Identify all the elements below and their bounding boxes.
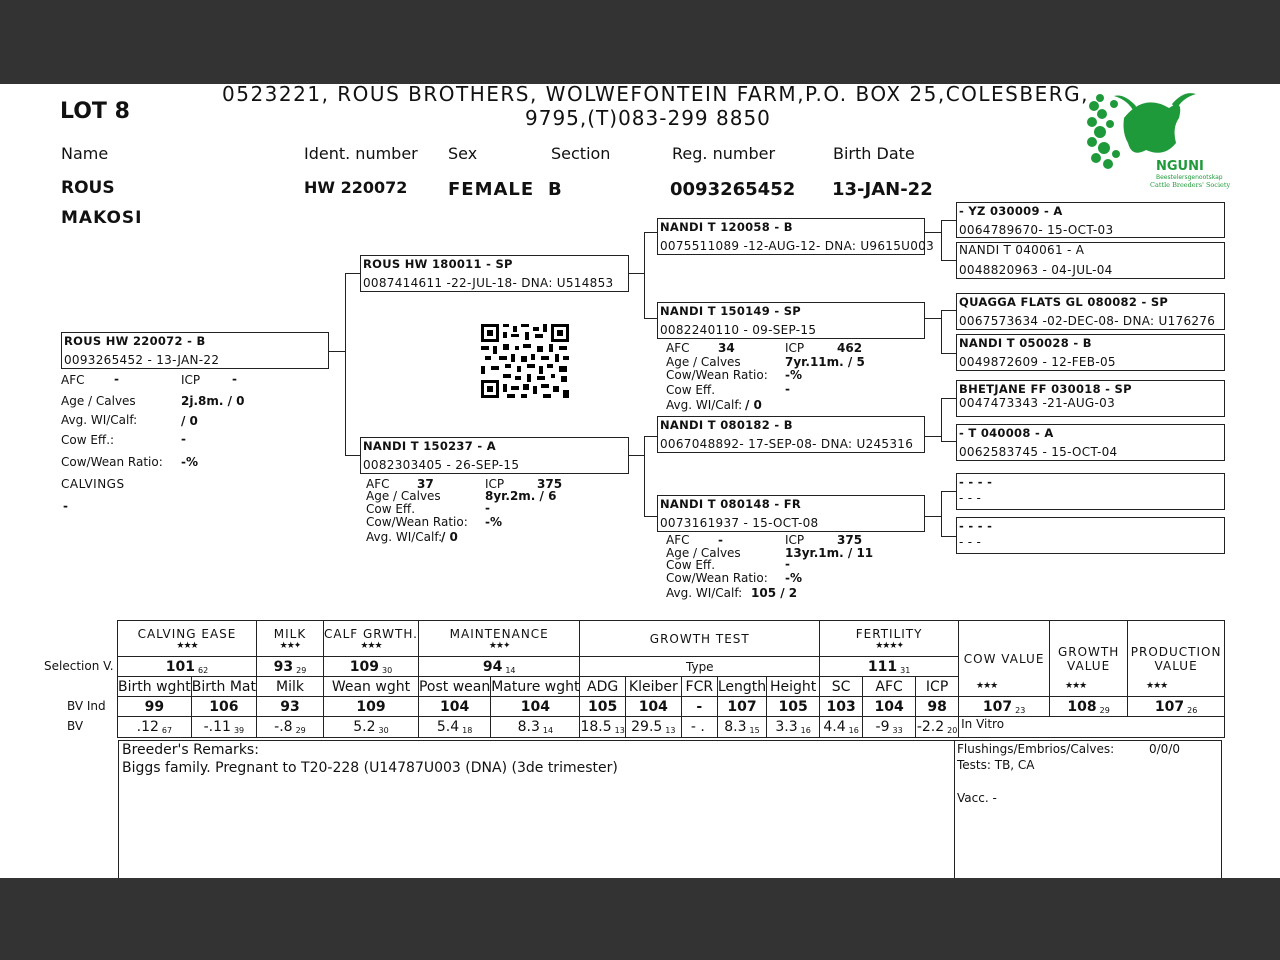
gg-box (956, 517, 1225, 554)
gg-box (956, 473, 1225, 510)
dam-cw-label: Cow/Wean Ratio: (366, 515, 468, 529)
line (345, 273, 346, 455)
bvind-row (118, 697, 1225, 717)
production-value: 107 $_{26}$ (1128, 697, 1225, 717)
sel-calving: 101 $_{62}$ (118, 657, 257, 677)
gg-box (956, 424, 1225, 461)
sd-afc: 34 (718, 341, 735, 355)
sire-detail: 0087414611 -22-JUL-18- DNA: U514853 (363, 276, 614, 290)
line (941, 398, 942, 441)
line (941, 220, 942, 260)
sd-cw: -% (785, 368, 803, 382)
header-ident: Ident. number (304, 144, 418, 163)
header-section: Section (551, 144, 611, 163)
dd-afc: - (718, 533, 723, 547)
sel-calf: 109 $_{30}$ (323, 657, 418, 677)
sd-cw-label: Cow/Wean Ratio: (666, 368, 768, 382)
growth-value-header: GROWTH VALUE (1050, 621, 1128, 697)
gg-detail: 0049872609 - 12-FEB-05 (959, 355, 1116, 369)
dd-cow: - (785, 557, 790, 571)
bvind-cell: 104 (418, 697, 490, 717)
gg-title: - T 040008 - A (959, 426, 1054, 440)
group-calf-growth: CALF GRWTH. ★★★ (323, 621, 418, 657)
dam-sire-title: NANDI T 080182 - B (660, 418, 793, 432)
bv-cell: 8.3 $_{14}$ (491, 717, 580, 738)
dam-afc-label: AFC (366, 477, 390, 491)
dam-icp: 375 (537, 477, 563, 491)
gg-detail: 0062583745 - 15-OCT-04 (959, 445, 1118, 459)
line (345, 455, 360, 456)
dd-icp-label: ICP (785, 533, 805, 547)
sd-age: 7yr.11m. / 5 (785, 355, 865, 369)
breeder-line1: 0523221, ROUS BROTHERS, WOLWEFONTEIN FARM,P.O. BOX 25,COLESBERG, (222, 82, 1089, 106)
dam-wi: / 0 (441, 530, 458, 544)
bottom-bar (0, 878, 1280, 960)
sire-sire-title: NANDI T 120058 - B (660, 220, 793, 234)
gg-title: NANDI T 050028 - B (959, 336, 1092, 350)
animal-ident: HW 220072 (304, 178, 408, 197)
stars-icon: ★★★✦ (875, 640, 903, 651)
subject-afc-label: AFC (61, 373, 85, 387)
animal-name-2: MAKOSI (61, 208, 143, 228)
bv-cell: 5.4 $_{18}$ (418, 717, 490, 738)
bv-cell: -.11 $_{39}$ (191, 717, 256, 738)
bvind-cell: 104 (863, 697, 916, 717)
sd-icp: 462 (837, 341, 863, 355)
growth-value-stars: ★★★ (1065, 681, 1087, 691)
cow-value-header: COW VALUE (959, 621, 1050, 697)
bv-cell: -2.2 $_{20}$ (916, 717, 959, 738)
line (941, 441, 956, 442)
subject-age-label: Age / Calves (61, 394, 136, 408)
line (629, 273, 644, 274)
sd-wi: / 0 (745, 398, 762, 412)
sd-age-label: Age / Calves (666, 355, 741, 369)
sire-sire-detail: 0075511089 -12-AUG-12- DNA: U9615U003 (660, 239, 935, 253)
dam-dam-title: NANDI T 080148 - FR (660, 497, 802, 511)
growth-value: 108 $_{29}$ (1050, 697, 1128, 717)
animal-section: B (548, 179, 562, 200)
col-header: FCR (681, 677, 717, 697)
subject-cow: - (181, 432, 186, 446)
group-fertility: FERTILITY ★★★✦ (820, 621, 959, 657)
gg-box (956, 293, 1225, 330)
dam-afc: 37 (417, 477, 434, 491)
subject-afc: - (114, 372, 119, 386)
group-growth-test: GROWTH TEST (580, 621, 820, 657)
bvind-cell: 104 (625, 697, 681, 717)
vacc: Vacc. - (957, 791, 997, 805)
subject-box (61, 332, 329, 369)
line (644, 436, 657, 437)
dam-age: 8yr.2m. / 6 (485, 489, 557, 503)
col-header: Mature wght (491, 678, 580, 695)
bv-cell: - . (681, 717, 717, 738)
bv-row (118, 717, 1225, 738)
subject-age: 2j.8m. / 0 (181, 394, 245, 408)
header-name: Name (61, 144, 109, 163)
line (925, 318, 941, 319)
sd-afc-label: AFC (666, 341, 690, 355)
bvind-cell: 105 (580, 697, 625, 717)
col-header: Birth wght (118, 678, 191, 695)
dam-cow: - (485, 501, 490, 515)
col-header: Milk (256, 677, 323, 697)
bvind-cell: 107 (717, 697, 766, 717)
cow-value: 107 $_{23}$ (959, 697, 1050, 717)
line (629, 455, 644, 456)
bvind-cell: 105 (767, 697, 820, 717)
subject-cw-label: Cow/Wean Ratio: (61, 455, 163, 469)
dd-cow-label: Cow Eff. (666, 558, 716, 572)
remarks-box (118, 740, 955, 878)
dd-age-label: Age / Calves (666, 546, 741, 560)
sd-icp-label: ICP (785, 341, 805, 355)
sire-sire-box (657, 218, 935, 255)
col-header: Kleiber (625, 677, 681, 697)
nguni-logo (1084, 88, 1231, 189)
dd-wi-label: Avg. WI/Calf: (666, 586, 743, 600)
line (644, 318, 657, 319)
flush-label: Flushings/Embrios/Calves: (957, 742, 1115, 756)
svg-text:Cattle Breeders' Society: Cattle Breeders' Society (1150, 181, 1231, 189)
line (941, 398, 956, 399)
dam-wi-label: Avg. WI/Calf: (366, 530, 443, 544)
line (941, 491, 942, 536)
line (941, 310, 942, 353)
dam-icp-label: ICP (485, 477, 505, 491)
col-header: Height (767, 677, 820, 697)
gg-detail: - - - (959, 535, 982, 549)
dam-cow-label: Cow Eff. (366, 502, 416, 516)
top-bar (0, 0, 1280, 84)
bv-label: BV (67, 719, 84, 733)
subject-cw: -% (181, 455, 199, 469)
col-header: Length (717, 678, 767, 695)
gg-detail: 0067573634 -02-DEC-08- DNA: U176276 (959, 314, 1216, 328)
qr-code-icon (481, 324, 569, 398)
bv-cell: 5.2 $_{30}$ (323, 717, 418, 738)
subject-detail: 0093265452 - 13-JAN-22 (64, 353, 220, 367)
col-header: AFC (863, 677, 916, 697)
sd-wi-label: Avg. WI/Calf: (666, 398, 743, 412)
col-header: Post wean (418, 678, 491, 695)
dam-dam-detail: 0073161937 - 15-OCT-08 (660, 516, 819, 530)
gg-box (956, 334, 1225, 371)
col-header: SC (820, 677, 863, 697)
subject-wi-label: Avg. WI/Calf: (61, 413, 138, 427)
line (941, 536, 956, 537)
production-value-header: PRODUCTION VALUE (1128, 621, 1225, 697)
line (925, 436, 941, 437)
gg-title: - - - - (959, 475, 993, 489)
bvind-label: BV Ind (67, 699, 106, 713)
subject-calvings: - (63, 499, 68, 513)
dam-dam-box (657, 495, 925, 532)
dd-cw: -% (785, 571, 803, 585)
group-maintenance: MAINTENANCE ★★✦ (418, 621, 580, 657)
gg-detail: 0064789670- 15-OCT-03 (959, 223, 1114, 237)
gg-box (956, 242, 1225, 279)
gg-box (956, 202, 1225, 238)
sire-title: ROUS HW 180011 - SP (363, 257, 513, 271)
group-calving-ease: CALVING EASE ★★★ (118, 621, 257, 657)
bvind-cell: 104 (491, 697, 580, 717)
col-header: ADG (580, 677, 625, 697)
bvind-cell: 93 (256, 697, 323, 717)
col-header: ICP (916, 677, 959, 697)
col-header: Wean wght (323, 677, 418, 697)
group-milk: MILK ★★✦ (256, 621, 323, 657)
lot-label: LOT 8 (60, 99, 130, 124)
dam-box (360, 437, 629, 474)
line (644, 516, 657, 517)
stars-icon: ★★★ (360, 640, 382, 651)
line (941, 353, 956, 354)
line (644, 232, 645, 318)
line (941, 491, 956, 492)
sd-cow-label: Cow Eff. (666, 383, 716, 397)
subject-icp: - (232, 372, 237, 386)
sire-dam-detail: 0082240110 - 09-SEP-15 (660, 323, 817, 337)
tests: Tests: TB, CA (957, 758, 1035, 772)
sel-maint: 94 $_{14}$ (418, 657, 580, 677)
dd-wi: 105 / 2 (751, 586, 798, 600)
animal-sex: FEMALE (448, 179, 535, 200)
animal-name-1: ROUS (61, 178, 115, 198)
stars-icon: ★★★ (176, 640, 198, 651)
bv-cell: -.8 $_{29}$ (256, 717, 323, 738)
bv-cell: 4.4 $_{16}$ (820, 717, 863, 738)
bvind-cell: 109 (323, 697, 418, 717)
dam-age-label: Age / Calves (366, 489, 441, 503)
remarks-text: Biggs family. Pregnant to T20-228 (U14787U003 (DNA) (3de trimester) (122, 760, 618, 776)
bv-cell: 18.5 $_{13}$ (580, 717, 625, 738)
svg-text:Beestelersgenootskap: Beestelersgenootskap (1156, 174, 1223, 181)
production-value-stars: ★★★ (1146, 681, 1168, 691)
animal-birth: 13-JAN-22 (832, 179, 933, 200)
bvind-cell: 99 (118, 697, 192, 717)
bvind-cell: 98 (916, 697, 959, 717)
breeder-line2: 9795,(T)083-299 8850 (525, 106, 771, 130)
gg-title: - - - - (959, 519, 993, 533)
bvind-cell: - (681, 697, 717, 717)
dam-title: NANDI T 150237 - A (363, 439, 496, 453)
dam-cw: -% (485, 515, 503, 529)
dd-icp: 375 (837, 533, 863, 547)
bvind-cell: 106 (191, 697, 256, 717)
bvind-cell: 103 (820, 697, 863, 717)
dam-detail: 0082303405 - 26-SEP-15 (363, 458, 520, 472)
selection-label: Selection V. (44, 659, 114, 673)
subject-cow-label: Cow Eff.: (61, 433, 115, 447)
line (329, 351, 345, 352)
sire-box (360, 255, 629, 292)
line (941, 260, 956, 261)
line (941, 220, 956, 221)
dam-sire-box (657, 416, 925, 453)
remarks-label: Breeder's Remarks: (122, 742, 259, 758)
sel-milk: 93 $_{29}$ (256, 657, 323, 677)
dd-afc-label: AFC (666, 533, 690, 547)
dd-cw-label: Cow/Wean Ratio: (666, 571, 768, 585)
sel-fert: 111 $_{31}$ (820, 657, 959, 677)
line (925, 516, 941, 517)
animal-reg: 0093265452 (670, 179, 796, 200)
gg-title: QUAGGA FLATS GL 080082 - SP (959, 295, 1169, 309)
sire-dam-title: NANDI T 150149 - SP (660, 304, 802, 318)
line (644, 232, 657, 233)
svg-text:NGUNI: NGUNI (1156, 159, 1204, 174)
stars-icon: ★★✦ (279, 640, 301, 651)
subject-title: ROUS HW 220072 - B (64, 334, 206, 348)
cow-value-stars: ★★★ (976, 681, 998, 691)
bv-cell: 29.5 $_{13}$ (625, 717, 681, 738)
dd-age: 13yr.1m. / 11 (785, 546, 874, 560)
ebv-table (117, 620, 1225, 738)
line (345, 273, 360, 274)
sel-type: Type (580, 657, 820, 677)
gg-box (956, 380, 1225, 417)
gg-detail: - - - (959, 491, 982, 505)
dam-sire-detail: 0067048892- 17-SEP-08- DNA: U245316 (660, 437, 914, 451)
bv-cell: 3.3 $_{16}$ (767, 717, 820, 738)
line (644, 436, 645, 516)
flush-value: 0/0/0 (1149, 742, 1180, 756)
bv-cell: .12 $_{67}$ (118, 717, 192, 738)
bv-cell: -9 $_{33}$ (863, 717, 916, 738)
line (941, 310, 956, 311)
gg-detail: 0048820963 - 04-JUL-04 (959, 263, 1113, 277)
stars-icon: ★★✦ (488, 640, 510, 651)
in-vitro-label: In Vitro (959, 717, 1225, 738)
subject-icp-label: ICP (181, 373, 201, 387)
bv-cell: 8.3 $_{15}$ (717, 717, 766, 738)
line (925, 232, 941, 233)
side-box (954, 740, 1222, 878)
sire-dam-box (657, 302, 925, 339)
col-header: Birth Mat (191, 678, 256, 695)
gg-detail: 0047473343 -21-AUG-03 (959, 396, 1116, 410)
qr-code (481, 324, 569, 398)
header-birth: Birth Date (833, 144, 915, 163)
logo-icon (1084, 88, 1231, 189)
gg-title: BHETJANE FF 030018 - SP (959, 382, 1132, 396)
header-sex: Sex (448, 144, 478, 163)
header-reg: Reg. number (672, 144, 776, 163)
gg-title: NANDI T 040061 - A (959, 243, 1085, 257)
sd-cow: - (785, 382, 790, 396)
subject-calvings-label: CALVINGS (61, 477, 125, 491)
gg-title: - YZ 030009 - A (959, 204, 1063, 218)
subject-wi: / 0 (181, 414, 198, 428)
